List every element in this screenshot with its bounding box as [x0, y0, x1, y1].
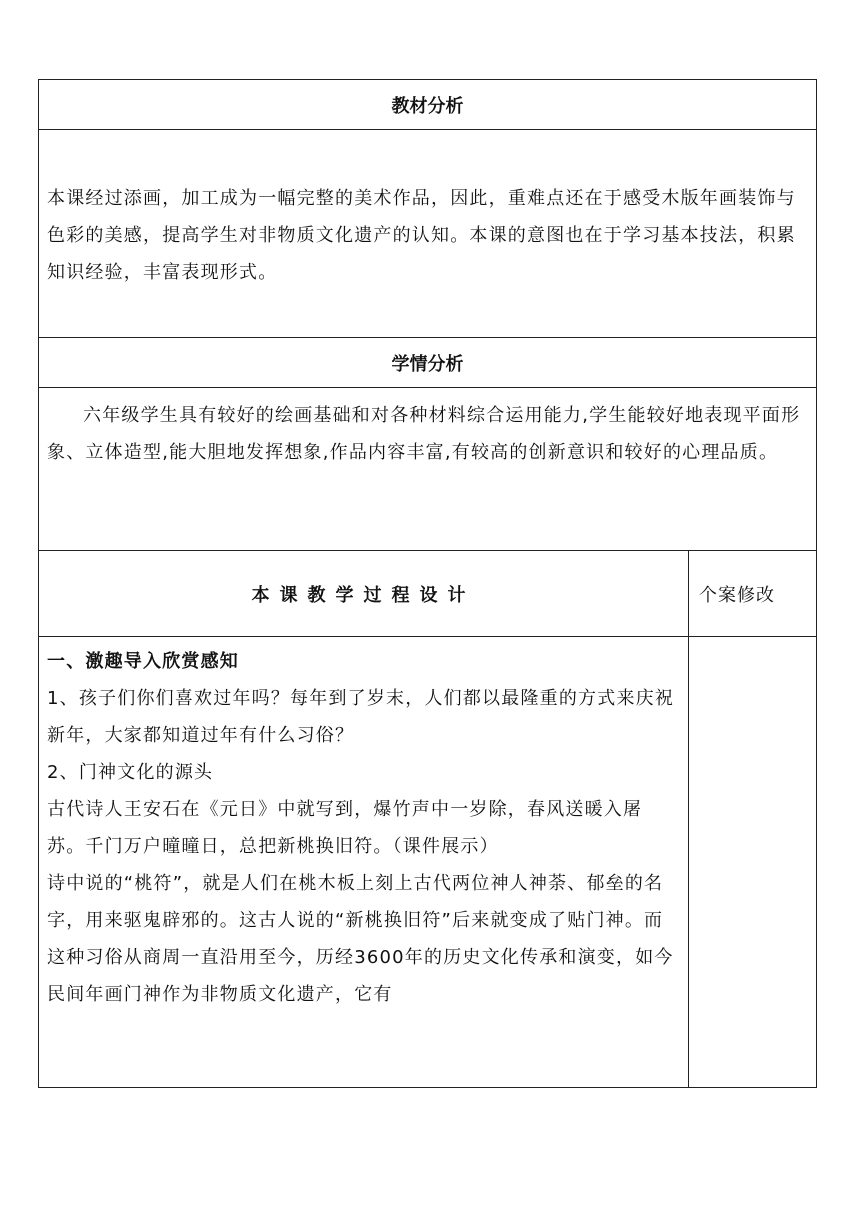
student-analysis-cell	[39, 388, 817, 551]
revise-cell	[689, 637, 817, 1088]
revise-column-header: 个案修改	[689, 551, 817, 637]
student-analysis-header-row	[39, 338, 817, 388]
section-title: 一、激趣导入欣赏感知	[47, 651, 239, 672]
process-paragraph: 古代诗人王安石在《元日》中就写到，爆竹声中一岁除，春风送暖入屠苏。千门万户曈曈日，总把新桃换旧符。（课件展示）	[47, 799, 643, 857]
textbook-analysis-row	[39, 130, 817, 338]
process-paragraph: 诗中说的“桃符”，就是人们在桃木板上刻上古代两位神人神荼、郁垒的名字，用来驱鬼辟邪的。这古人说的“新桃换旧符”后来就变成了贴门神。而这种习俗从商周一直沿用至今，历经3600年的历史文化传承和演变，如今民间年画门神作为非物质文化遗产，它有	[47, 873, 674, 1005]
student-analysis-body: 六年级学生具有较好的绘画基础和对各种材料综合运用能力,学生能较好地表现平面形象、立体造型,能大胆地发挥想象,作品内容丰富,有较高的创新意识和较好的心理品质。	[47, 405, 801, 463]
teaching-process-cell	[39, 637, 689, 1088]
design-content-row	[39, 637, 817, 1088]
design-header-row	[39, 551, 817, 637]
student-analysis-row	[39, 388, 817, 551]
process-paragraph: 1、孩子们你们喜欢过年吗？每年到了岁末，人们都以最隆重的方式来庆祝新年，大家都知道过年有什么习俗？	[47, 688, 675, 746]
design-title: 本课教学过程设计	[39, 551, 689, 637]
textbook-analysis-header-row	[39, 80, 817, 130]
process-paragraph: 2、门神文化的源头	[47, 762, 214, 783]
textbook-analysis-cell	[39, 130, 817, 338]
student-analysis-title: 学情分析	[39, 338, 817, 388]
textbook-analysis-body: 本课经过添画，加工成为一幅完整的美术作品，因此，重难点还在于感受木版年画装饰与色彩的美感，提高学生对非物质文化遗产的认知。本课的意图也在于学习基本技法，积累知识经验，丰富表现形式。	[47, 188, 796, 283]
textbook-analysis-title: 教材分析	[39, 80, 817, 130]
lesson-plan-table	[38, 79, 817, 1088]
